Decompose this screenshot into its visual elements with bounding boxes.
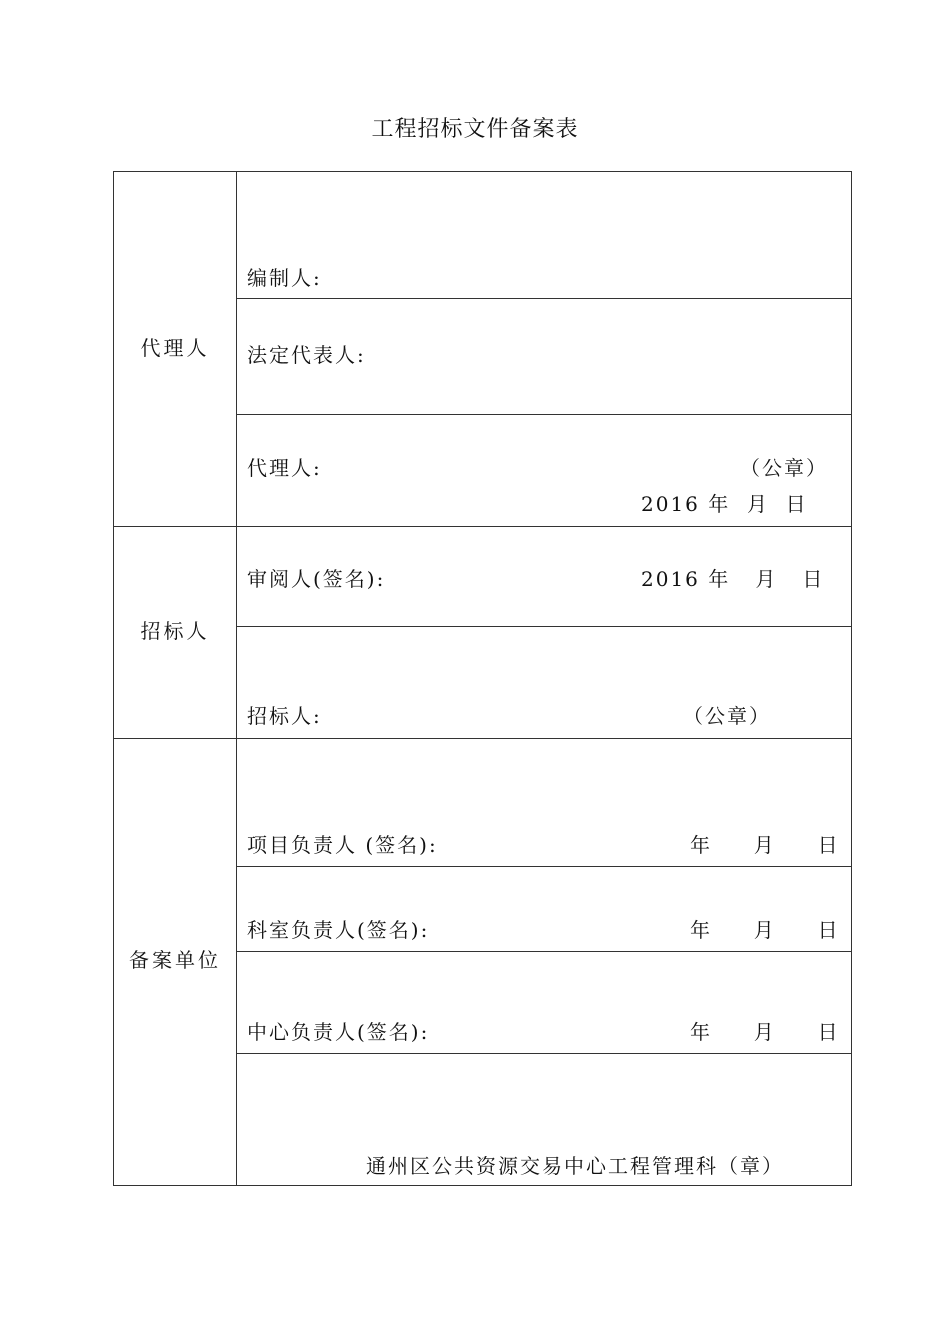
- compiler-label: 编制人:: [247, 266, 322, 290]
- tenderer-sign-label: 招标人:: [247, 704, 322, 728]
- tenderer-seal: （公章）: [683, 704, 771, 728]
- row-divider: [236, 866, 852, 867]
- reviewer-label: 审阅人(签名):: [247, 567, 386, 591]
- center-lead-date: 年 月 日: [690, 1020, 840, 1044]
- page-title: 工程招标文件备案表: [371, 117, 579, 142]
- project-lead-label: 项目负责人 (签名):: [247, 833, 438, 857]
- section-label-filing-unit: 备案单位: [129, 948, 221, 972]
- row-divider: [236, 626, 852, 627]
- center-lead-label: 中心负责人(签名):: [247, 1020, 430, 1044]
- agent-sign-label: 代理人:: [247, 456, 322, 480]
- office-lead-label: 科室负责人(签名):: [247, 918, 430, 942]
- reviewer-date: 2016 年 月 日: [641, 567, 825, 591]
- section-divider-2: [113, 738, 852, 739]
- project-lead-date: 年 月 日: [690, 833, 840, 857]
- row-divider: [236, 414, 852, 415]
- legal-rep-label: 法定代表人:: [247, 343, 366, 367]
- agent-date: 2016 年 月 日: [641, 492, 808, 516]
- center-seal: 通州区公共资源交易中心工程管理科（章）: [366, 1154, 784, 1178]
- agent-seal: （公章）: [740, 456, 828, 480]
- row-divider: [236, 1053, 852, 1054]
- section-divider-1: [113, 526, 852, 527]
- column-divider: [236, 171, 237, 1186]
- section-label-agent: 代理人: [140, 336, 210, 360]
- office-lead-date: 年 月 日: [690, 918, 840, 942]
- row-divider: [236, 298, 852, 299]
- section-label-tenderer: 招标人: [140, 619, 210, 643]
- row-divider: [236, 951, 852, 952]
